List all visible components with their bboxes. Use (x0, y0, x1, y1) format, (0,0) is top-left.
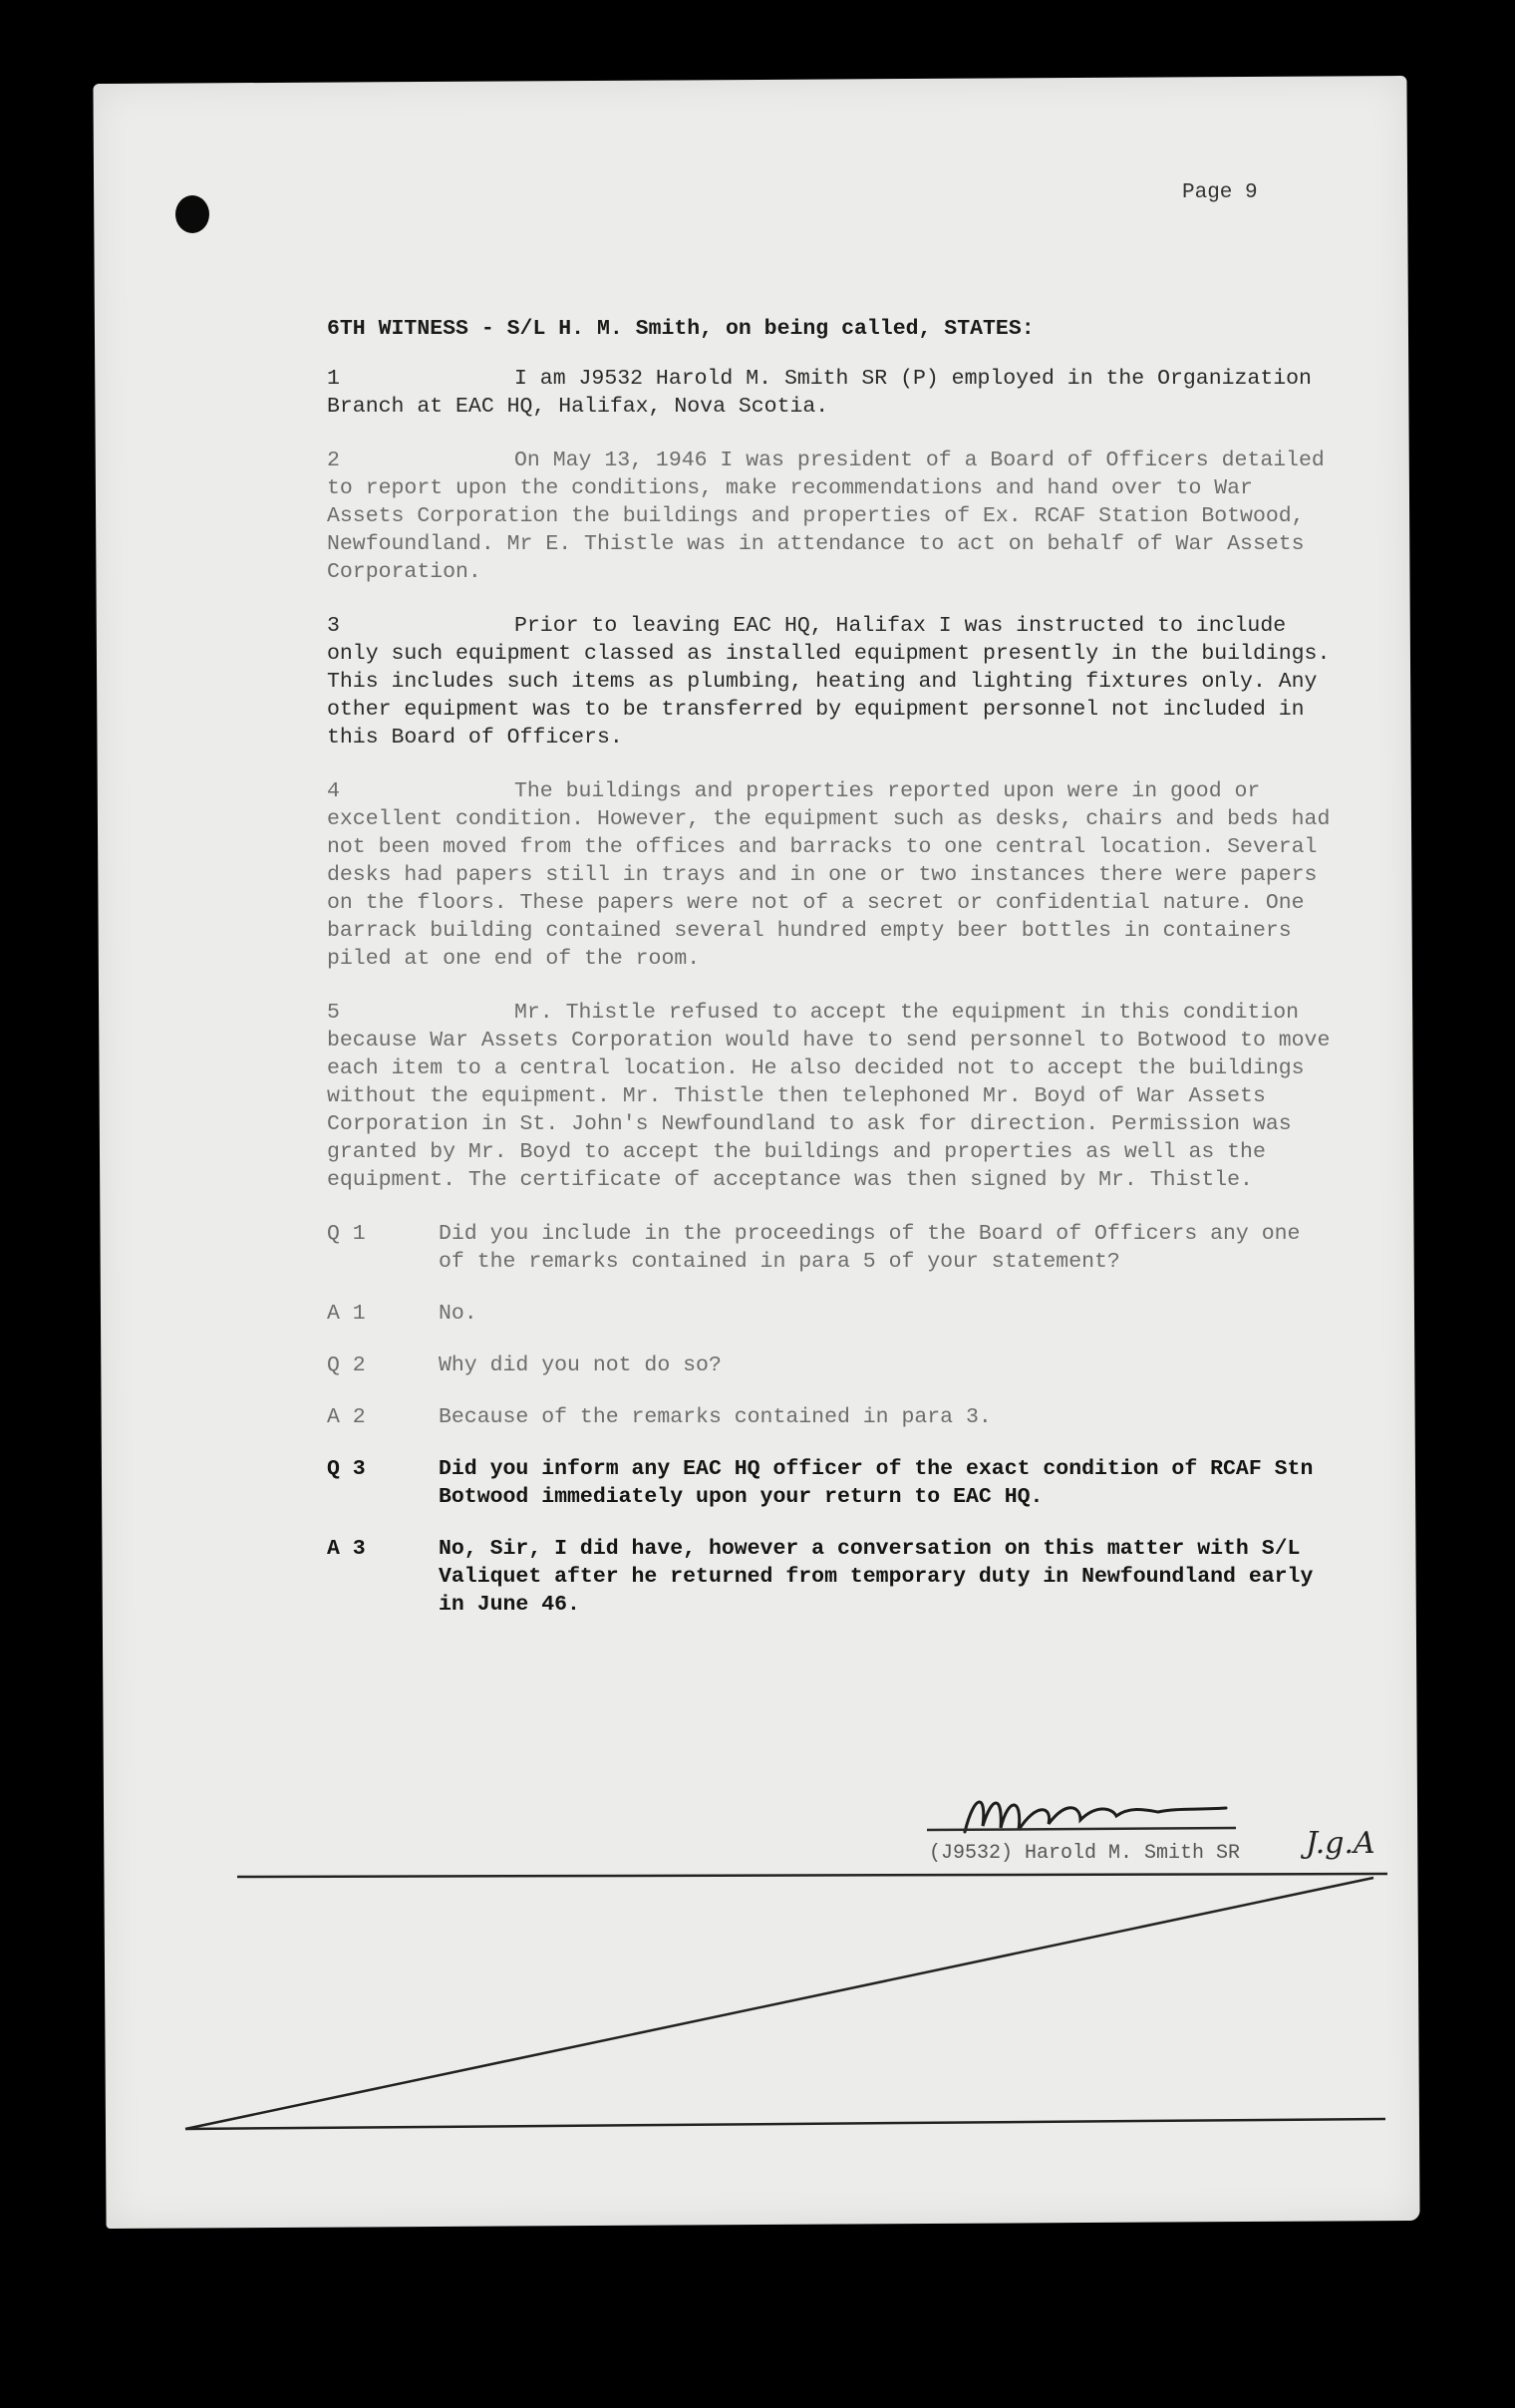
paragraph-number: 1 (327, 367, 340, 391)
cancel-line-top (237, 1874, 1387, 1877)
qa-text: Did you inform any EAC HQ officer of the exact condition of RCAF Stn Botwood immediately upon your return to EAC HQ. (439, 1457, 1314, 1509)
paragraph-text: I am J9532 Harold M. Smith SR (P) employed in the Organization Branch at EAC HQ, Halifax, Nova Scotia. (327, 367, 1312, 419)
qa-label: Q 3 (327, 1457, 366, 1481)
paragraph-text: Prior to leaving EAC HQ, Halifax I was instructed to include only such equipment classed as installed equipment presently in the buildings. This includes such items as plumbing, heating and lighting fixtures only. Any other equipment was to be transferred by equipment personnel not included in this Board of Officers. (327, 614, 1331, 750)
qa-text: Why did you not do so? (439, 1354, 722, 1377)
paragraph-text: The buildings and properties reported upon were in good or excellent condition. However, the equipment such as desks, chairs and beds had not been moved from the offices and barracks to one central location. Several desks had papers still in trays and in one or two instances there were papers on the floors. These papers were not of a secret or confidential nature. One barrack building contained several hundred empty beer bottles in containers piled at one end of the room. (327, 779, 1331, 971)
handwritten-initials: J.g.A (1306, 1826, 1375, 1861)
qa-text: Because of the remarks contained in para 3. (439, 1405, 992, 1429)
qa-label: Q 1 (327, 1222, 366, 1246)
qa-label: A 1 (327, 1302, 366, 1326)
page-number: Page 9 (1182, 181, 1258, 204)
signature-underline (927, 1828, 1236, 1830)
witness-heading-lead: 6TH WITNESS - (327, 317, 494, 341)
witness-heading-text: S/L H. M. Smith, on being called, STATES: (506, 317, 1035, 341)
cancel-line-bottom (185, 2119, 1385, 2129)
qa-label: A 3 (327, 1537, 366, 1561)
paragraph-text: On May 13, 1946 I was president of a Board of Officers detailed to report upon the conditions, make recommendations and hand over to War Assets Corporation the buildings and properties of Ex. RCAF Station Botwood, Newfoundland. Mr E. Thistle was in attendance to act on behalf of War Assets Corporation. (327, 449, 1325, 584)
qa-text: No, Sir, I did have, however a conversation on this matter with S/L Valiquet after he returned from temporary duty in Newfoundland early in June 46. (439, 1537, 1314, 1617)
paragraph-text: Mr. Thistle refused to accept the equipment in this condition because War Assets Corporation would have to send personnel to Botwood to move each item to a central location. He also decided not to accept the buildings without the equipment. Mr. Thistle then telephoned Mr. Boyd of War Assets Corporation in St. John's Newfoundland to ask for direction. Permission was granted by Mr. Boyd to accept the buildings and properties as well as the equipment. The certificate of acceptance was then signed by Mr. Thistle. (327, 1001, 1331, 1192)
paragraph-number: 5 (327, 1001, 340, 1025)
qa-text: Did you include in the proceedings of the Board of Officers any one of the remarks contained in para 5 of your statement? (439, 1222, 1301, 1274)
qa-text: No. (439, 1302, 477, 1326)
paragraph-number: 4 (327, 779, 340, 803)
typed-signature-name: (J9532) Harold M. Smith SR (929, 1842, 1241, 1865)
cancel-line-diagonal (185, 1878, 1373, 2129)
qa-label: A 2 (327, 1405, 366, 1429)
paragraph-number: 3 (327, 614, 340, 638)
paragraph-number: 2 (327, 449, 340, 472)
qa-label: Q 2 (327, 1354, 366, 1377)
